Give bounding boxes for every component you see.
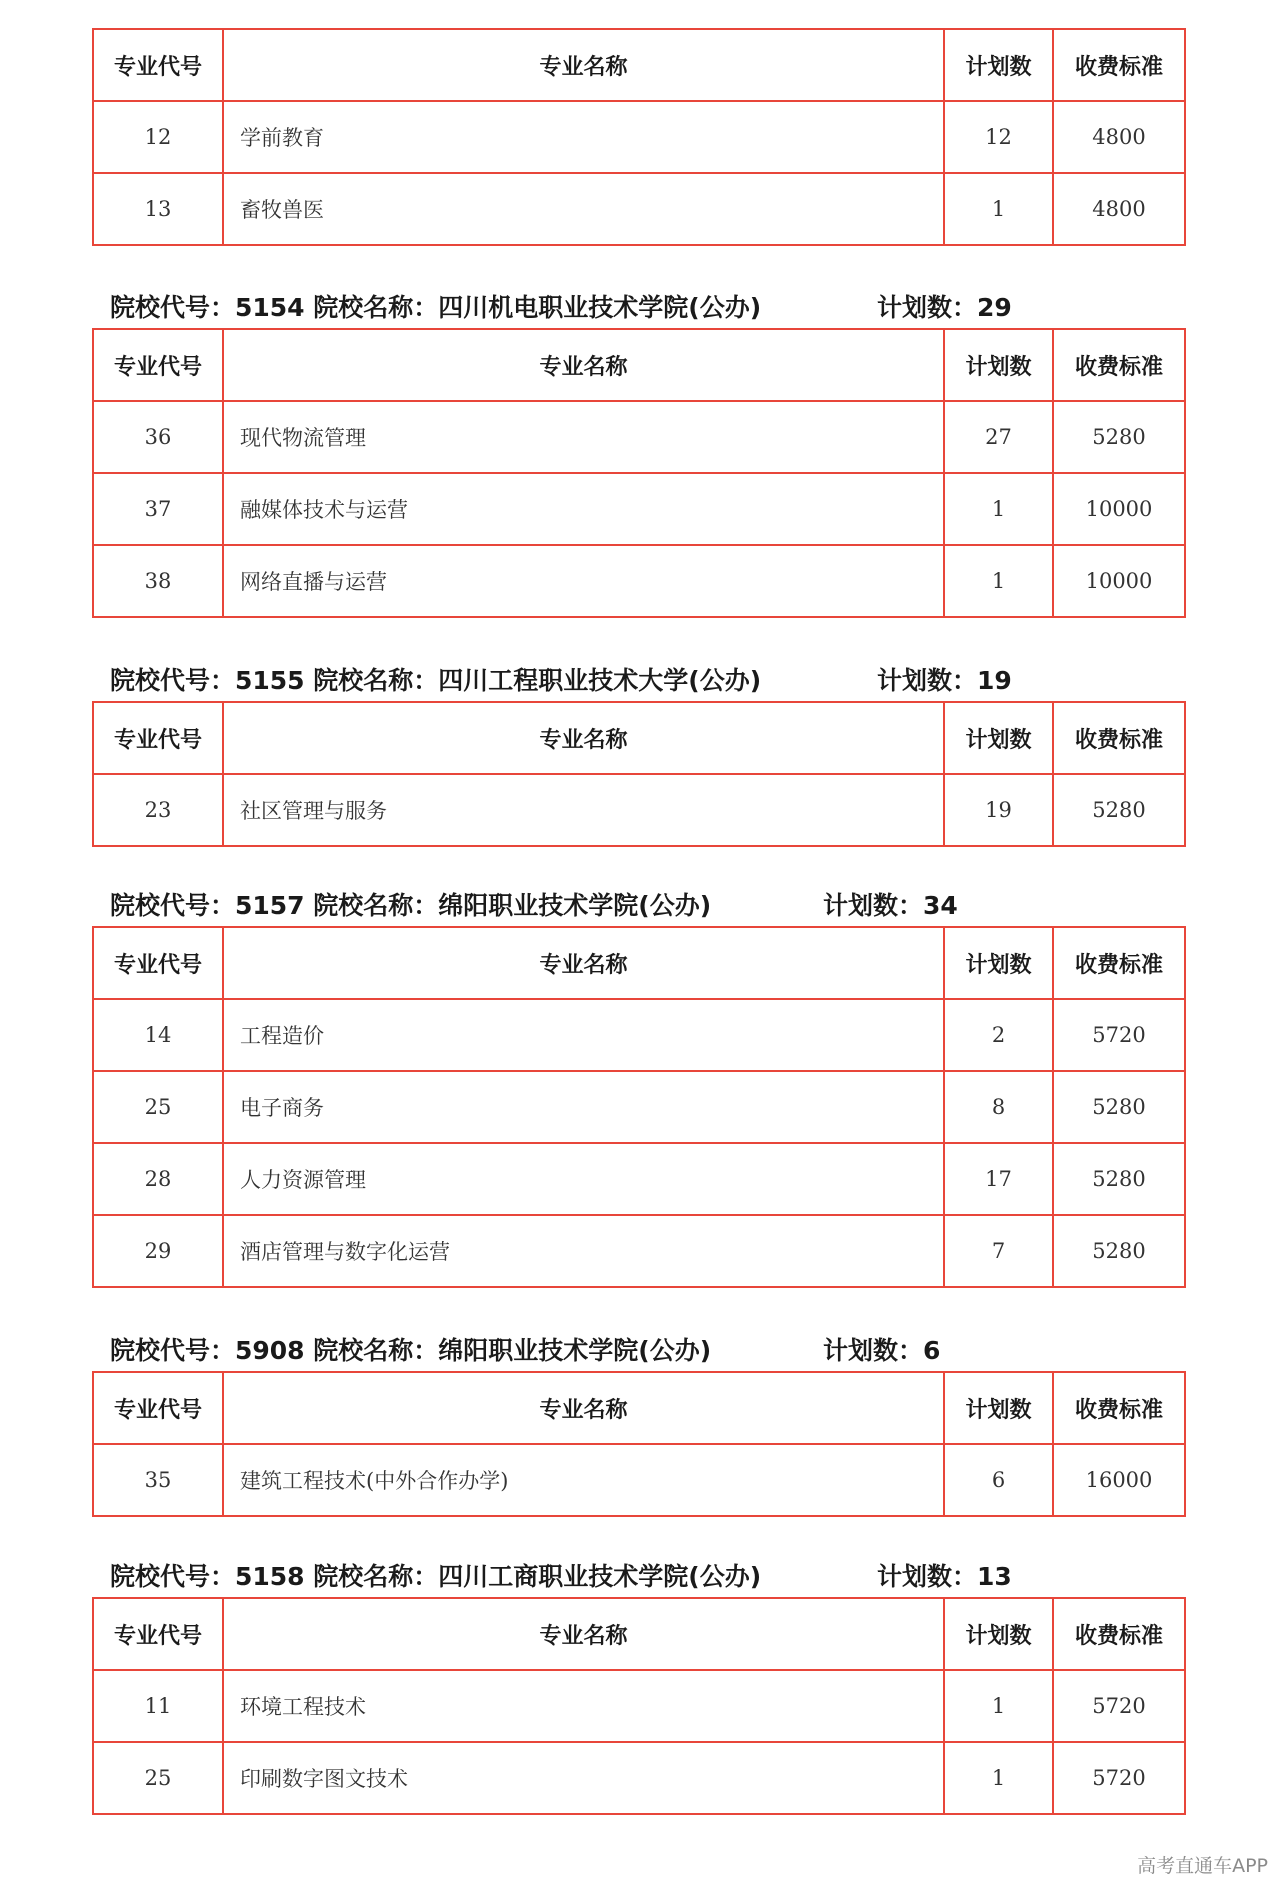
header-code: 专业代号 xyxy=(93,1598,223,1670)
table-row xyxy=(93,101,1185,173)
school-header xyxy=(110,663,1170,699)
major-name: 电子商务 xyxy=(223,1071,944,1143)
header-fee: 收费标准 xyxy=(1053,329,1185,401)
fee-standard: 5280 xyxy=(1053,1215,1185,1287)
major-code: 23 xyxy=(93,774,223,846)
major-name: 酒店管理与数字化运营 xyxy=(223,1215,944,1287)
table-header-row xyxy=(93,329,1185,401)
table-row xyxy=(93,401,1185,473)
header-name: 专业名称 xyxy=(223,927,944,999)
school-info: 院校代号：5158 院校名称：四川工商职业技术学院(公办) xyxy=(110,1562,762,1591)
major-code: 14 xyxy=(93,999,223,1071)
major-code: 29 xyxy=(93,1215,223,1287)
school-header xyxy=(110,888,1170,924)
plan-count: 1 xyxy=(944,545,1053,617)
fee-standard: 5720 xyxy=(1053,1742,1185,1814)
table-row xyxy=(93,1670,1185,1742)
major-name: 社区管理与服务 xyxy=(223,774,944,846)
major-name: 网络直播与运营 xyxy=(223,545,944,617)
major-name: 人力资源管理 xyxy=(223,1143,944,1215)
header-name: 专业名称 xyxy=(223,1598,944,1670)
major-name: 融媒体技术与运营 xyxy=(223,473,944,545)
major-name: 印刷数字图文技术 xyxy=(223,1742,944,1814)
school-plan-count: 计划数：19 xyxy=(877,666,1012,695)
school-plan-count: 计划数：29 xyxy=(877,293,1012,322)
school-plan-count: 计划数：6 xyxy=(823,1336,941,1365)
header-code: 专业代号 xyxy=(93,29,223,101)
major-code: 37 xyxy=(93,473,223,545)
plan-count: 17 xyxy=(944,1143,1053,1215)
major-code: 38 xyxy=(93,545,223,617)
school-info: 院校代号：5154 院校名称：四川机电职业技术学院(公办) xyxy=(110,293,762,322)
header-fee: 收费标准 xyxy=(1053,29,1185,101)
fee-standard: 5280 xyxy=(1053,774,1185,846)
fee-standard: 10000 xyxy=(1053,545,1185,617)
table-header-row xyxy=(93,1598,1185,1670)
plan-count: 2 xyxy=(944,999,1053,1071)
plan-table xyxy=(92,1371,1186,1517)
header-plan: 计划数 xyxy=(944,29,1053,101)
header-name: 专业名称 xyxy=(223,329,944,401)
header-code: 专业代号 xyxy=(93,329,223,401)
major-name: 工程造价 xyxy=(223,999,944,1071)
table-header-row xyxy=(93,927,1185,999)
header-name: 专业名称 xyxy=(223,1372,944,1444)
school-info: 院校代号：5908 院校名称：绵阳职业技术学院(公办) xyxy=(110,1336,712,1365)
table-row xyxy=(93,999,1185,1071)
major-name: 畜牧兽医 xyxy=(223,173,944,245)
header-code: 专业代号 xyxy=(93,1372,223,1444)
major-code: 36 xyxy=(93,401,223,473)
school-header xyxy=(110,290,1170,326)
plan-table xyxy=(92,1597,1186,1815)
fee-standard: 5280 xyxy=(1053,401,1185,473)
major-code: 25 xyxy=(93,1071,223,1143)
plan-count: 1 xyxy=(944,173,1053,245)
plan-count: 6 xyxy=(944,1444,1053,1516)
header-fee: 收费标准 xyxy=(1053,702,1185,774)
table-row xyxy=(93,1742,1185,1814)
table-row xyxy=(93,774,1185,846)
plan-table xyxy=(92,328,1186,618)
header-code: 专业代号 xyxy=(93,927,223,999)
plan-count: 1 xyxy=(944,1742,1053,1814)
plan-count: 19 xyxy=(944,774,1053,846)
school-header xyxy=(110,1559,1170,1595)
table-row xyxy=(93,1444,1185,1516)
plan-count: 12 xyxy=(944,101,1053,173)
header-plan: 计划数 xyxy=(944,702,1053,774)
fee-standard: 5280 xyxy=(1053,1071,1185,1143)
table-header-row xyxy=(93,1372,1185,1444)
major-name: 现代物流管理 xyxy=(223,401,944,473)
plan-table xyxy=(92,926,1186,1288)
school-plan-count: 计划数：13 xyxy=(877,1562,1012,1591)
major-code: 25 xyxy=(93,1742,223,1814)
fee-standard: 5720 xyxy=(1053,999,1185,1071)
header-fee: 收费标准 xyxy=(1053,1598,1185,1670)
fee-standard: 16000 xyxy=(1053,1444,1185,1516)
header-name: 专业名称 xyxy=(223,702,944,774)
plan-count: 1 xyxy=(944,1670,1053,1742)
table-row xyxy=(93,1071,1185,1143)
major-name: 建筑工程技术(中外合作办学) xyxy=(223,1444,944,1516)
plan-count: 1 xyxy=(944,473,1053,545)
header-plan: 计划数 xyxy=(944,329,1053,401)
plan-count: 7 xyxy=(944,1215,1053,1287)
major-name: 学前教育 xyxy=(223,101,944,173)
table-row xyxy=(93,1215,1185,1287)
header-code: 专业代号 xyxy=(93,702,223,774)
table-row xyxy=(93,1143,1185,1215)
plan-count: 8 xyxy=(944,1071,1053,1143)
major-code: 35 xyxy=(93,1444,223,1516)
major-code: 28 xyxy=(93,1143,223,1215)
header-fee: 收费标准 xyxy=(1053,1372,1185,1444)
major-code: 12 xyxy=(93,101,223,173)
major-code: 11 xyxy=(93,1670,223,1742)
major-code: 13 xyxy=(93,173,223,245)
table-row xyxy=(93,473,1185,545)
school-info: 院校代号：5157 院校名称：绵阳职业技术学院(公办) xyxy=(110,891,712,920)
plan-count: 27 xyxy=(944,401,1053,473)
school-info: 院校代号：5155 院校名称：四川工程职业技术大学(公办) xyxy=(110,666,762,695)
plan-table xyxy=(92,28,1186,246)
table-row xyxy=(93,173,1185,245)
plan-table xyxy=(92,701,1186,847)
school-header xyxy=(110,1333,1170,1369)
major-name: 环境工程技术 xyxy=(223,1670,944,1742)
table-header-row xyxy=(93,702,1185,774)
school-plan-count: 计划数：34 xyxy=(823,891,958,920)
header-plan: 计划数 xyxy=(944,927,1053,999)
fee-standard: 5720 xyxy=(1053,1670,1185,1742)
table-row xyxy=(93,545,1185,617)
table-header-row xyxy=(93,29,1185,101)
header-name: 专业名称 xyxy=(223,29,944,101)
header-plan: 计划数 xyxy=(944,1598,1053,1670)
header-fee: 收费标准 xyxy=(1053,927,1185,999)
header-plan: 计划数 xyxy=(944,1372,1053,1444)
fee-standard: 4800 xyxy=(1053,173,1185,245)
fee-standard: 5280 xyxy=(1053,1143,1185,1215)
fee-standard: 4800 xyxy=(1053,101,1185,173)
fee-standard: 10000 xyxy=(1053,473,1185,545)
watermark: 高考直通车APP xyxy=(1137,1855,1268,1877)
